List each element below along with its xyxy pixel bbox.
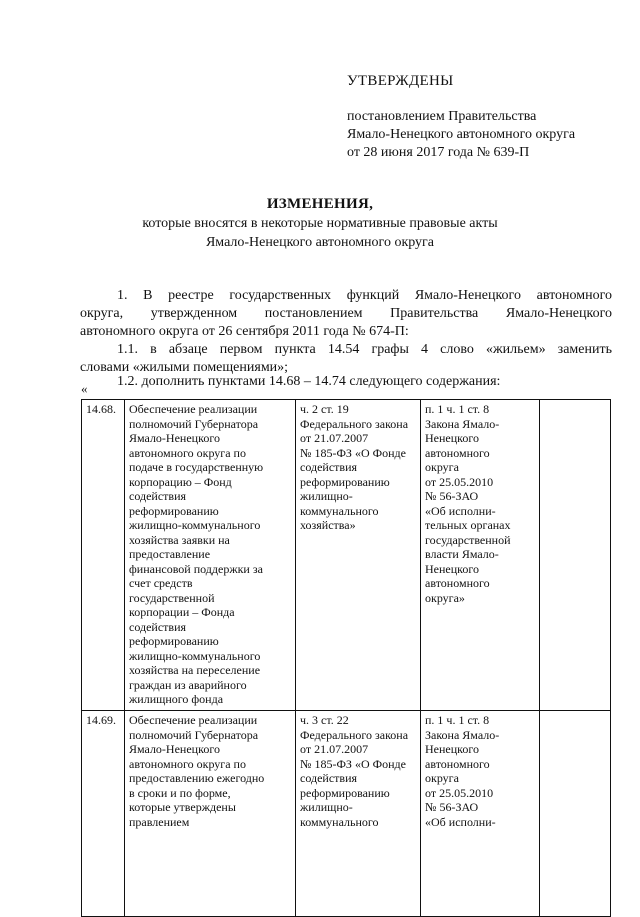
cell-line: Федерального закона (300, 416, 409, 431)
cell-line: Обеспечение реализации (129, 402, 258, 416)
cell-line: содействия (129, 489, 187, 503)
cell-line: в сроки и по форме, (129, 785, 231, 800)
cell-line: корпорации – Фонда (129, 605, 235, 619)
cell-line: счет средств (129, 576, 193, 590)
cell-line: Ненецкого (425, 561, 480, 576)
row-number-cell: 14.69. (82, 711, 125, 917)
cell-line: Ямало-Ненецкого (129, 742, 220, 756)
cell-line: от 25.05.2010 (425, 785, 494, 800)
decree-line: постановлением Правительства (347, 109, 537, 124)
cell-line: хозяйства заявки на (129, 532, 230, 547)
cell-line: «Об исполни- (425, 503, 496, 518)
cell-line: корпорацию – Фонд (129, 474, 232, 489)
cell-line: Федерального закона (300, 727, 409, 742)
empty-cell (540, 711, 611, 917)
paragraph-line: словами «жилыми помещениями»; (80, 360, 289, 375)
cell-line: «Об исполни- (425, 814, 496, 829)
decree-line: Ямало-Ненецкого автономного округа (347, 127, 576, 142)
cell-line: жилищного фонда (129, 692, 224, 706)
cell-line: предоставление (129, 547, 211, 561)
subtitle-line: которые вносятся в некоторые нормативные правовые акты (142, 216, 498, 231)
cell-line: правлением (129, 814, 190, 829)
cell-line: от 21.07.2007 (300, 431, 369, 445)
decree-reference (347, 108, 575, 162)
paragraph-1 (80, 287, 612, 341)
cell-line: реформированию (300, 474, 390, 489)
cell-line: полномочий Губернатора (129, 727, 259, 742)
cell-line: содействия (300, 460, 358, 474)
cell-line: содействия (129, 619, 187, 634)
cell-line: Ненецкого (425, 431, 480, 445)
opening-quote-mark: « (81, 381, 88, 396)
subtitle-line: Ямало-Ненецкого автономного округа (205, 235, 435, 250)
cell-line: коммунального (300, 814, 379, 829)
paragraph-line: 1. В реестре государственных функций Ямало-Ненецкого автономного (117, 288, 612, 303)
cell-line: округа» (425, 590, 465, 605)
cell-line: автономного (425, 445, 490, 460)
cell-line: жилищно- (300, 800, 353, 814)
cell-line: жилищно- (300, 489, 353, 503)
paragraph-line: округа, утвержденном постановлением Правительства Ямало-Ненецкого (80, 306, 612, 321)
table-row (82, 711, 611, 917)
functions-table (81, 399, 611, 917)
cell-line: округа (425, 771, 459, 785)
cell-line: предоставлению ежегодно (129, 771, 265, 785)
cell-line: округа (425, 460, 459, 474)
cell-line: полномочий Губернатора (129, 416, 259, 431)
cell-line: хозяйства» (300, 518, 356, 532)
cell-line: государственной (425, 532, 511, 547)
document-title: ИЗМЕНЕНИЯ, (266, 196, 374, 212)
decree-line: от 28 июня 2017 года № 639-П (347, 145, 530, 160)
cell-line: коммунального (300, 503, 379, 518)
paragraph-1-2: 1.2. дополнить пунктами 14.68 – 14.74 следующего содержания: (117, 374, 501, 389)
approval-stamp-title: УТВЕРЖДЕНЫ (347, 73, 454, 89)
document-subtitle (0, 214, 640, 252)
federal-law-cell (296, 711, 421, 917)
function-cell (125, 400, 296, 711)
cell-line: жилищно-коммунального (129, 518, 261, 532)
cell-line: Ямало-Ненецкого (129, 431, 220, 445)
cell-line: Закона Ямало- (425, 416, 500, 431)
cell-line: реформированию (129, 634, 219, 648)
cell-line: Ненецкого (425, 742, 480, 756)
regional-law-cell (421, 711, 540, 917)
regional-law-cell (421, 400, 540, 711)
cell-line: государственной (129, 590, 215, 605)
cell-line: ч. 2 ст. 19 (300, 402, 349, 416)
cell-line: от 25.05.2010 (425, 474, 494, 489)
cell-line: власти Ямало- (425, 547, 499, 561)
cell-line: п. 1 ч. 1 ст. 8 (425, 402, 490, 416)
cell-line: подаче в государственную (129, 460, 264, 474)
cell-line: жилищно-коммунального (129, 648, 261, 663)
cell-line: реформированию (129, 503, 219, 518)
cell-line: от 21.07.2007 (300, 742, 369, 756)
empty-cell (540, 400, 611, 711)
cell-line: № 185-ФЗ «О Фонде (300, 756, 406, 771)
cell-line: ч. 3 ст. 22 (300, 713, 349, 727)
cell-line: № 56-ЗАО (425, 800, 479, 814)
cell-line: Обеспечение реализации (129, 713, 258, 727)
cell-line: № 56-ЗАО (425, 489, 479, 503)
paragraph-line: автономного округа от 26 сентября 2011 года № 674-П: (80, 324, 409, 339)
cell-line: автономного округа по (129, 756, 246, 771)
paragraph-1-1 (80, 341, 612, 377)
function-cell (125, 711, 296, 917)
cell-line: Закона Ямало- (425, 727, 500, 742)
cell-line: тельных органах (425, 518, 511, 532)
cell-line: автономного (425, 576, 490, 590)
cell-line: граждан из аварийного (129, 677, 247, 692)
table-row (82, 400, 611, 711)
cell-line: автономного (425, 756, 490, 771)
paragraph-line: 1.1. в абзаце первом пункта 14.54 графы 4 слово «жильем» заменить (117, 342, 612, 357)
cell-line: хозяйства на переселение (129, 663, 261, 677)
row-number-cell: 14.68. (82, 400, 125, 711)
cell-line: № 185-ФЗ «О Фонде (300, 445, 406, 460)
cell-line: реформированию (300, 785, 390, 800)
cell-line: содействия (300, 771, 358, 785)
cell-line: п. 1 ч. 1 ст. 8 (425, 713, 490, 727)
cell-line: которые утверждены (129, 800, 236, 814)
cell-line: автономного округа по (129, 445, 246, 460)
cell-line: финансовой поддержки за (129, 561, 263, 576)
federal-law-cell (296, 400, 421, 711)
